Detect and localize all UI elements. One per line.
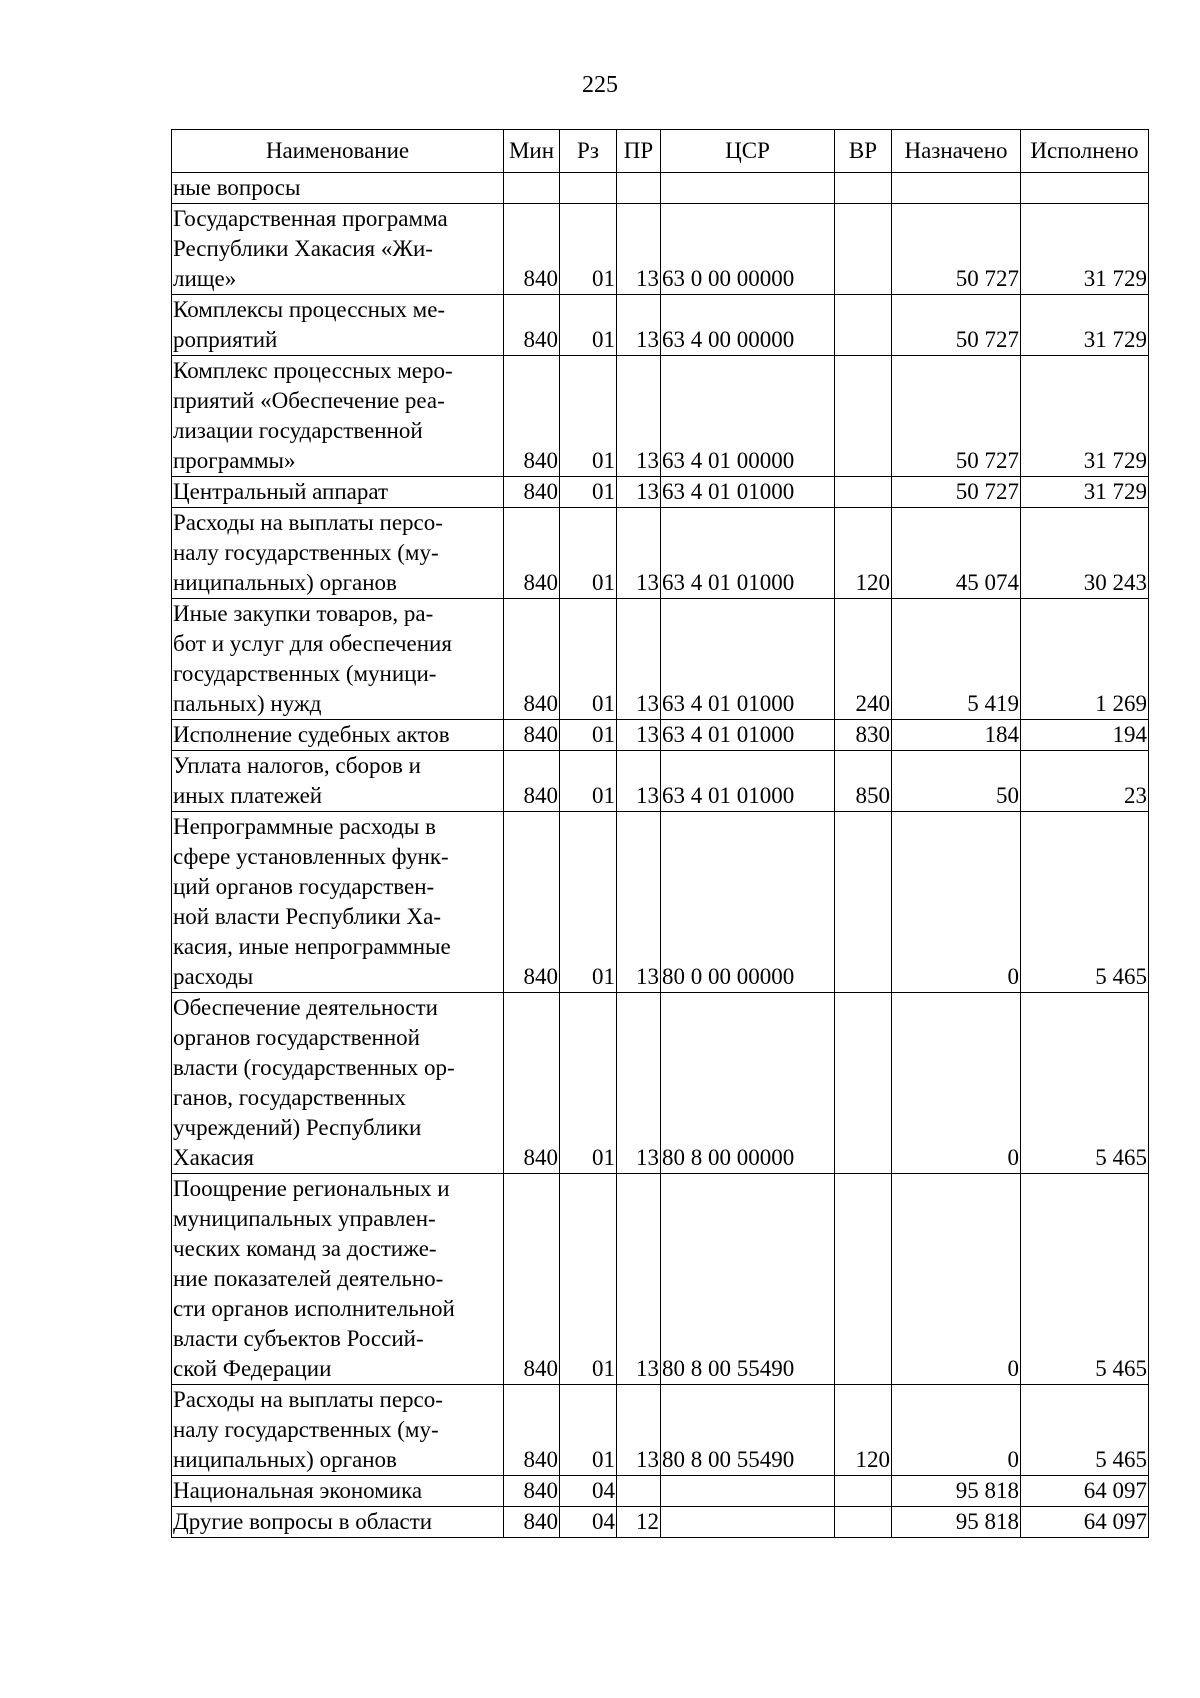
cell-rz: 01 bbox=[560, 751, 617, 812]
cell-name: Центральный аппарат bbox=[172, 477, 504, 508]
table-body bbox=[172, 173, 1149, 1538]
table-row bbox=[172, 993, 1149, 1174]
header-name: Наименование bbox=[172, 130, 504, 173]
cell-rz: 04 bbox=[560, 1507, 617, 1538]
cell-rz: 01 bbox=[560, 993, 617, 1174]
cell-rz: 01 bbox=[560, 508, 617, 599]
cell-vr: 120 bbox=[835, 1385, 892, 1476]
table-row bbox=[172, 173, 1149, 204]
cell-rz: 04 bbox=[560, 1476, 617, 1507]
cell-csr: 80 0 00 00000 bbox=[661, 812, 835, 993]
cell-name: Иные закупки товаров, ра- бот и услуг для обеспечения государственных (муници- пальных) нужд bbox=[172, 599, 504, 720]
cell-rz: 01 bbox=[560, 1385, 617, 1476]
cell-pr: 13 bbox=[617, 993, 661, 1174]
cell-min: 840 bbox=[504, 477, 560, 508]
table-row bbox=[172, 295, 1149, 356]
cell-assigned: 50 727 bbox=[892, 356, 1021, 477]
cell-vr: 850 bbox=[835, 751, 892, 812]
table-row bbox=[172, 599, 1149, 720]
cell-assigned: 0 bbox=[892, 1385, 1021, 1476]
cell-executed: 64 097 bbox=[1021, 1507, 1149, 1538]
cell-pr: 13 bbox=[617, 356, 661, 477]
table-row bbox=[172, 356, 1149, 477]
cell-rz: 01 bbox=[560, 356, 617, 477]
cell-rz: 01 bbox=[560, 477, 617, 508]
table-row bbox=[172, 204, 1149, 295]
cell-executed: 5 465 bbox=[1021, 993, 1149, 1174]
cell-min: 840 bbox=[504, 1385, 560, 1476]
cell-assigned: 0 bbox=[892, 1174, 1021, 1385]
cell-pr: 13 bbox=[617, 295, 661, 356]
header-pr: ПР bbox=[617, 130, 661, 173]
cell-name: Расходы на выплаты персо- налу государственных (му- ниципальных) органов bbox=[172, 508, 504, 599]
cell-vr bbox=[835, 1174, 892, 1385]
cell-executed bbox=[1021, 173, 1149, 204]
cell-assigned: 184 bbox=[892, 720, 1021, 751]
cell-min: 840 bbox=[504, 1507, 560, 1538]
cell-name: Государственная программа Республики Хакасия «Жи- лище» bbox=[172, 204, 504, 295]
cell-assigned: 50 bbox=[892, 751, 1021, 812]
cell-assigned: 0 bbox=[892, 812, 1021, 993]
table-row bbox=[172, 720, 1149, 751]
header-assigned: Назначено bbox=[892, 130, 1021, 173]
cell-executed: 5 465 bbox=[1021, 1174, 1149, 1385]
cell-vr: 830 bbox=[835, 720, 892, 751]
cell-csr: 63 4 01 01000 bbox=[661, 720, 835, 751]
cell-vr bbox=[835, 173, 892, 204]
cell-rz: 01 bbox=[560, 599, 617, 720]
cell-rz: 01 bbox=[560, 812, 617, 993]
cell-executed: 64 097 bbox=[1021, 1476, 1149, 1507]
header-rz: Рз bbox=[560, 130, 617, 173]
cell-assigned: 5 419 bbox=[892, 599, 1021, 720]
cell-assigned: 95 818 bbox=[892, 1476, 1021, 1507]
cell-csr: 63 0 00 00000 bbox=[661, 204, 835, 295]
cell-csr: 63 4 01 01000 bbox=[661, 751, 835, 812]
cell-vr bbox=[835, 993, 892, 1174]
table-row bbox=[172, 1507, 1149, 1538]
cell-csr bbox=[661, 1507, 835, 1538]
cell-name: Другие вопросы в области bbox=[172, 1507, 504, 1538]
cell-executed: 5 465 bbox=[1021, 1385, 1149, 1476]
cell-csr: 63 4 00 00000 bbox=[661, 295, 835, 356]
cell-assigned: 50 727 bbox=[892, 204, 1021, 295]
header-vr: ВР bbox=[835, 130, 892, 173]
cell-pr: 13 bbox=[617, 508, 661, 599]
cell-executed: 1 269 bbox=[1021, 599, 1149, 720]
cell-executed: 31 729 bbox=[1021, 295, 1149, 356]
cell-name: Обеспечение деятельности органов государственной власти (государственных ор- ганов, государственных учреждений) Республики Хакасия bbox=[172, 993, 504, 1174]
header-min: Мин bbox=[504, 130, 560, 173]
budget-table bbox=[171, 129, 1149, 1538]
cell-rz: 01 bbox=[560, 295, 617, 356]
cell-assigned bbox=[892, 173, 1021, 204]
cell-csr: 80 8 00 00000 bbox=[661, 993, 835, 1174]
cell-rz bbox=[560, 173, 617, 204]
cell-executed: 31 729 bbox=[1021, 356, 1149, 477]
cell-vr: 240 bbox=[835, 599, 892, 720]
cell-rz: 01 bbox=[560, 204, 617, 295]
cell-vr bbox=[835, 1507, 892, 1538]
table-row bbox=[172, 812, 1149, 993]
cell-executed: 30 243 bbox=[1021, 508, 1149, 599]
cell-name: Расходы на выплаты персо- налу государственных (му- ниципальных) органов bbox=[172, 1385, 504, 1476]
cell-name: Уплата налогов, сборов и иных платежей bbox=[172, 751, 504, 812]
table-row bbox=[172, 477, 1149, 508]
cell-csr: 63 4 01 01000 bbox=[661, 508, 835, 599]
cell-vr bbox=[835, 204, 892, 295]
cell-min bbox=[504, 173, 560, 204]
cell-pr: 12 bbox=[617, 1507, 661, 1538]
cell-rz: 01 bbox=[560, 720, 617, 751]
page-number: 225 bbox=[582, 72, 618, 98]
cell-pr: 13 bbox=[617, 204, 661, 295]
cell-min: 840 bbox=[504, 508, 560, 599]
cell-executed: 31 729 bbox=[1021, 204, 1149, 295]
cell-executed: 23 bbox=[1021, 751, 1149, 812]
cell-assigned: 45 074 bbox=[892, 508, 1021, 599]
cell-rz: 01 bbox=[560, 1174, 617, 1385]
table-row bbox=[172, 1476, 1149, 1507]
cell-assigned: 95 818 bbox=[892, 1507, 1021, 1538]
cell-min: 840 bbox=[504, 1174, 560, 1385]
cell-pr: 13 bbox=[617, 720, 661, 751]
cell-name: ные вопросы bbox=[172, 173, 504, 204]
cell-vr bbox=[835, 295, 892, 356]
cell-executed: 5 465 bbox=[1021, 812, 1149, 993]
cell-assigned: 50 727 bbox=[892, 477, 1021, 508]
table-row bbox=[172, 508, 1149, 599]
cell-pr bbox=[617, 173, 661, 204]
cell-vr bbox=[835, 477, 892, 508]
cell-min: 840 bbox=[504, 993, 560, 1174]
cell-min: 840 bbox=[504, 599, 560, 720]
cell-name: Комплексы процессных ме- роприятий bbox=[172, 295, 504, 356]
cell-pr: 13 bbox=[617, 1174, 661, 1385]
cell-name: Исполнение судебных актов bbox=[172, 720, 504, 751]
cell-name: Поощрение региональных и муниципальных управлен- ческих команд за достиже- ние показателей деятельно- сти органов исполнительной власти субъектов Россий- ской Федерации bbox=[172, 1174, 504, 1385]
cell-vr bbox=[835, 1476, 892, 1507]
table-header-row bbox=[172, 130, 1149, 173]
cell-min: 840 bbox=[504, 751, 560, 812]
cell-csr: 63 4 01 01000 bbox=[661, 477, 835, 508]
cell-vr: 120 bbox=[835, 508, 892, 599]
cell-pr: 13 bbox=[617, 477, 661, 508]
cell-pr: 13 bbox=[617, 1385, 661, 1476]
cell-csr: 80 8 00 55490 bbox=[661, 1385, 835, 1476]
cell-executed: 31 729 bbox=[1021, 477, 1149, 508]
cell-min: 840 bbox=[504, 720, 560, 751]
table-row bbox=[172, 1385, 1149, 1476]
cell-name: Непрограммные расходы в сфере установленных функ- ций органов государствен- ной власти Республики Ха- касия, иные непрограммные расходы bbox=[172, 812, 504, 993]
cell-assigned: 50 727 bbox=[892, 295, 1021, 356]
cell-assigned: 0 bbox=[892, 993, 1021, 1174]
cell-min: 840 bbox=[504, 356, 560, 477]
cell-csr: 63 4 01 01000 bbox=[661, 599, 835, 720]
cell-pr: 13 bbox=[617, 751, 661, 812]
cell-pr: 13 bbox=[617, 599, 661, 720]
cell-csr bbox=[661, 173, 835, 204]
cell-pr bbox=[617, 1476, 661, 1507]
cell-min: 840 bbox=[504, 204, 560, 295]
cell-csr bbox=[661, 1476, 835, 1507]
cell-csr: 80 8 00 55490 bbox=[661, 1174, 835, 1385]
table-row bbox=[172, 1174, 1149, 1385]
cell-executed: 194 bbox=[1021, 720, 1149, 751]
cell-vr bbox=[835, 812, 892, 993]
cell-name: Комплекс процессных меро- приятий «Обеспечение реа- лизации государственной программы» bbox=[172, 356, 504, 477]
cell-min: 840 bbox=[504, 295, 560, 356]
cell-name: Национальная экономика bbox=[172, 1476, 504, 1507]
header-executed: Исполнено bbox=[1021, 130, 1149, 173]
cell-pr: 13 bbox=[617, 812, 661, 993]
cell-min: 840 bbox=[504, 812, 560, 993]
cell-csr: 63 4 01 00000 bbox=[661, 356, 835, 477]
table-row bbox=[172, 751, 1149, 812]
cell-min: 840 bbox=[504, 1476, 560, 1507]
header-csr: ЦСР bbox=[661, 130, 835, 173]
cell-vr bbox=[835, 356, 892, 477]
